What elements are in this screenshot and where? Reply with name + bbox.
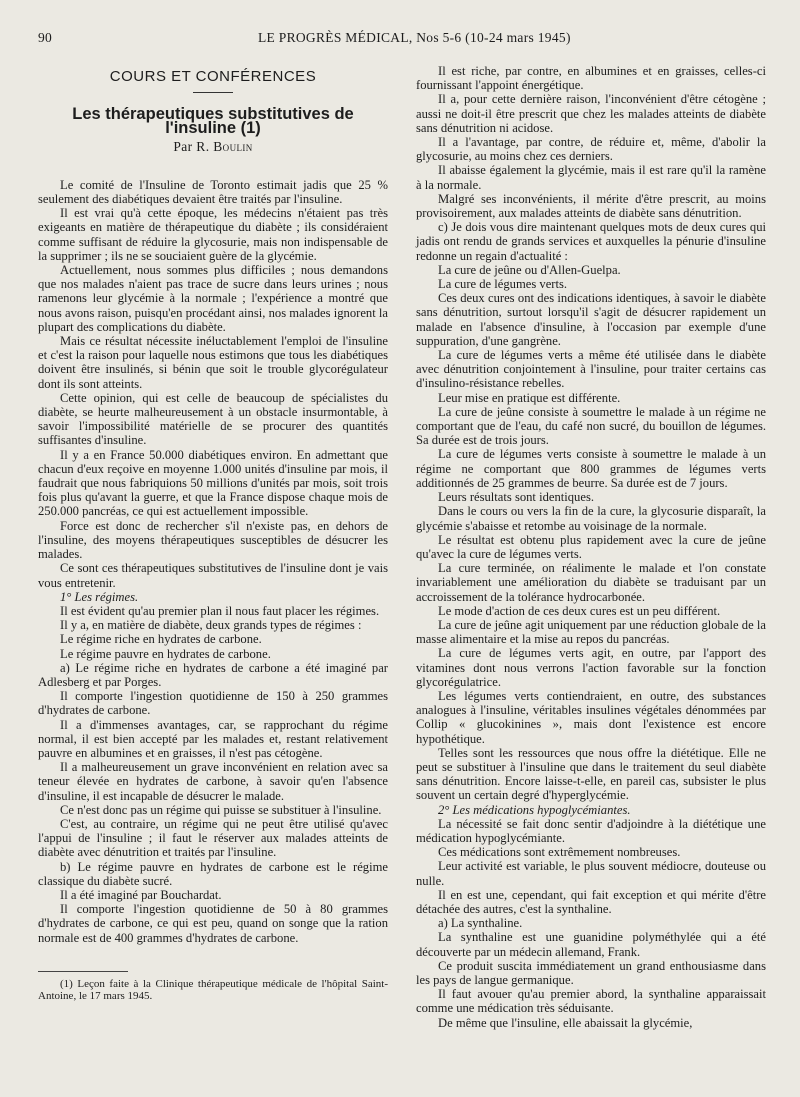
paragraph: Il comporte l'ingestion quotidienne de 50 à 80 grammes d'hydrates de carbone, ce qui est peu, quand on songe que la ration normale est de 400 grammes d'hydrates de carbone. [38, 902, 388, 945]
paragraph: Le mode d'action de ces deux cures est un peu différent. [438, 603, 721, 618]
paragraph: Il a, pour cette dernière raison, l'inconvénient d'être cétogène ; aussi ne doit-il être prescrit que chez les malades atteints de diabète sans dénutrition ni acidose. [416, 92, 766, 135]
paragraph: Leurs résultats sont identiques. [438, 490, 594, 505]
paragraph: Ce n'est donc pas un régime qui puisse se substituer à l'insuline. [60, 802, 382, 817]
paragraph: Leur mise en pratique est différente. [438, 390, 621, 405]
section-divider [193, 92, 233, 93]
paragraph: C'est, au contraire, un régime qui ne peut être utilisé qu'avec l'appui de l'insuline ; il faut le réserver aux malades atteints de diabète avec dénutrition et traités par l'insuline. [38, 816, 388, 860]
paragraph: Dans le cours ou vers la fin de la cure, la glycosurie disparaît, la glycémie s'abaisse et retombe au voisinage de la normale. [416, 504, 766, 533]
paragraph: Il y a, en matière de diabète, deux grands types de régimes : [60, 618, 362, 633]
journal-title: LE PROGRÈS MÉDICAL, Nos 5-6 (10-24 mars 1945) [258, 30, 571, 45]
paragraph: Il a l'avantage, par contre, de réduire et, même, d'abolir la glycosurie, au moins chez ces derniers. [416, 135, 766, 164]
paragraph: Il est évident qu'au premier plan il nous faut placer les régimes. [60, 603, 380, 618]
paragraph: Ces deux cures ont des indications identiques, à savoir le diabète sans dénutrition, surtout lorsqu'il s'agit de désucrer rapidement un malade en l'absence d'insuline, à l'occasion par exemple d'une suppuration, d'une gangrène. [416, 291, 766, 348]
footnote: (1) Leçon faite à la Clinique thérapeutique médicale de l'hôpital Saint-Antoine, le 17 mars 1945. [38, 977, 388, 1003]
paragraph: Il a malheureusement un grave inconvénient en relation avec sa teneur élevée en hydrates de carbone, à savoir qu'en l'absence d'insuline, il est incapable de désucrer le malade. [38, 760, 388, 803]
paragraph: Le comité de l'Insuline de Toronto estimait jadis que 25 % seulement des diabétiques devaient être traités par l'insuline. [38, 177, 388, 207]
paragraph: Le résultat est obtenu plus rapidement avec la cure de jeûne qu'avec la cure de légumes verts. [416, 532, 766, 561]
author-name: Boulin [213, 138, 253, 154]
byline-prefix: Par R. [173, 138, 210, 154]
paragraph: La cure de légumes verts a même été utilisée dans le diabète avec dénutrition conjointement à l'insuline, pour traiter certains cas d'insulino-résistance rebelles. [416, 348, 766, 391]
paragraph: Le régime pauvre en hydrates de carbone. [60, 646, 271, 661]
article-title: Les thérapeutiques substitutives de l'insuline (1) [72, 105, 354, 138]
paragraph: Il a d'immenses avantages, car, se rapprochant du régime normal, il est bien accepté par les malades et, restant relativement pauvre en albumines et en graisses, il n'est pas cétogène. [38, 717, 388, 760]
paragraph: La cure de jeûne consiste à soumettre le malade à un régime ne comportant que de l'eau, du café non sucré, du bouillon de légumes. Sa durée est de trois jours. [416, 404, 766, 448]
paragraph: Ce sont ces thérapeutiques substitutives de l'insuline dont je vais vous entretenir. [38, 561, 388, 590]
footnote-divider [38, 971, 128, 972]
subheading: 1° Les régimes. [60, 589, 139, 604]
paragraph: Ce produit suscita immédiatement un grand enthousiasme dans les pays de langue germanique. [416, 958, 766, 987]
paragraph: Les légumes verts contiendraient, en outre, des substances analogues à l'insuline, véritables insulines végétales dénommées par Collip « glucokinines », mais dont l'existence est encore hypothétique. [416, 688, 766, 746]
paragraph: La cure de légumes verts. [438, 277, 568, 292]
paragraph: Il y a en France 50.000 diabétiques environ. En admettant que chacun d'eux reçoive en moyenne 1.000 unités d'insuline par mois, il faudrait que nous fabriquions 50 millions d'unités par mois, soit trois fois plus qu'avant la guerre, et que la France dispose chaque mois de 250.000 pancréas, ce qui est actuellement impossible. [38, 447, 388, 519]
right-column [416, 64, 766, 1030]
paragraph: Il faut avouer qu'au premier abord, la synthaline apparaissait comme une médication très séduisante. [416, 987, 766, 1016]
paragraph: La cure de jeûne agit uniquement par une réduction globale de la masse alimentaire et la mise au repos du pancréas. [416, 617, 766, 647]
paragraph: La cure de légumes verts agit, en outre, par l'apport des vitamines dont nous verrons l'action favorable sur la fonction glycorégulatrice. [416, 646, 766, 689]
paragraph: Il est vrai qu'à cette époque, les médecins n'étaient pas très exigeants en matière de thérapeutique du diabète ; ils considéraient comme suffisant de réduire la glycosurie, mais non indispensable de la supprimer ; ils ne se souciaient guère de la glycémie. [38, 206, 388, 263]
paragraph: a) Le régime riche en hydrates de carbone a été imaginé par Adlesberg et par Porges. [38, 660, 388, 689]
paragraph: Il abaisse également la glycémie, mais il est rare qu'il la ramène à la normale. [416, 163, 766, 192]
subheading: 2° Les médications hypoglycémiantes. [438, 802, 631, 817]
paragraph: Le régime riche en hydrates de carbone. [60, 632, 262, 647]
paragraph: Force est donc de rechercher s'il n'existe pas, en dehors de l'insuline, des moyens thérapeutiques susceptibles de désucrer les malades. [38, 518, 388, 562]
paragraph: Ces médications sont extrêmement nombreuses. [438, 845, 681, 860]
section-title: COURS ET CONFÉRENCES [109, 68, 317, 85]
byline [38, 140, 388, 154]
paragraph: c) Je dois vous dire maintenant quelques mots de deux cures qui jadis ont rendu de grands services et auxquelles la pénurie d'insuline redonne un regain d'actualité : [416, 220, 766, 263]
paragraph: a) La synthaline. [438, 916, 523, 931]
paragraph: La synthaline est une guanidine polyméthylée qui a été découverte par un médecin allemand, Frank. [416, 930, 766, 959]
paragraph: b) Le régime pauvre en hydrates de carbone est le régime classique du diabète sucré. [38, 859, 388, 888]
paragraph: Leur activité est variable, le plus souvent médiocre, douteuse ou nulle. [416, 859, 766, 888]
paragraph: Malgré ses inconvénients, il mérite d'être prescrit, au moins provisoirement, aux malades atteints de diabète sans dénutrition. [416, 191, 766, 221]
paragraph: La cure de jeûne ou d'Allen-Guelpa. [438, 262, 621, 277]
left-column [38, 64, 388, 1003]
paragraph: Il comporte l'ingestion quotidienne de 150 à 250 grammes d'hydrates de carbone. [38, 689, 388, 718]
paragraph: Cette opinion, qui est celle de beaucoup de spécialistes du diabète, se heurte malheureusement à un obstacle insurmontable, à savoir l'impossibilité matérielle de se procurer des quantités suffisantes d'insuline. [38, 390, 388, 448]
paragraph: La cure de légumes verts consiste à soumettre le malade à un régime ne comportant que 800 grammes de légumes verts additionnés de 25 grammes de beurre. Sa durée est de 7 jours. [416, 447, 766, 490]
running-head [38, 30, 778, 48]
paragraph: La cure terminée, on réalimente le malade et l'on constate invariablement une amélioration du diabète se traduisant par un accroissement de la tolérance hydrocarbonée. [416, 561, 766, 604]
paragraph: Il en est une, cependant, qui fait exception et qui mérite d'être détachée des autres, c'est la synthaline. [416, 887, 766, 916]
paragraph: Il est riche, par contre, en albumines et en graisses, celles-ci fournissant l'appoint énergétique. [416, 64, 766, 93]
paragraph: Il a été imaginé par Bouchardat. [60, 887, 222, 902]
paragraph: Actuellement, nous sommes plus difficiles ; nous demandons que nos malades n'aient pas trace de sucre dans leurs urines ; nous ramenons leur glycémie à la normale ; l'expérience a montré que nous avons raison, puisqu'en procédant ainsi, nos malades ignorent la plupart des complications du diabète. [38, 263, 388, 334]
page-number: 90 [38, 30, 53, 45]
paragraph: La nécessité se fait donc sentir d'adjoindre à la diététique une médication hypoglycémiante. [416, 816, 766, 845]
paragraph: Mais ce résultat nécessite inéluctablement l'emploi de l'insuline et c'est la raison pour laquelle nous estimons que tous les diabétiques doivent être insulinés, si bénin que soit le trouble glycorégulateur dont ils sont atteints. [38, 334, 388, 391]
paragraph: Telles sont les ressources que nous offre la diététique. Elle ne peut se substituer à l'insuline que dans le traitement du seul diabète sans dénutrition. Encore laisse-t-elle, en pareil cas, subsister le plus souvent un certain degré d'hyperglycémie. [416, 745, 766, 803]
paragraph: De même que l'insuline, elle abaissait la glycémie, [438, 1015, 693, 1030]
